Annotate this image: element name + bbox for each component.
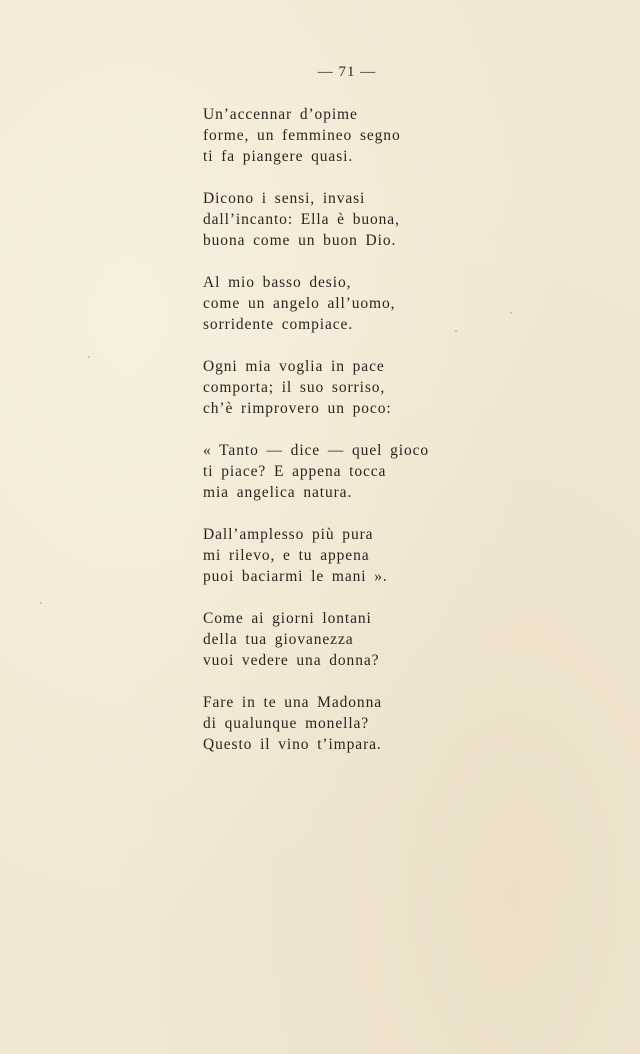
paper-speck (88, 356, 90, 358)
poem-line: Un’accennar d’opime (203, 106, 358, 123)
stanza-8 (203, 692, 623, 755)
paper-speck (40, 602, 42, 604)
page-number: — 71 — (317, 64, 377, 80)
paper-speck (510, 312, 512, 314)
stanza-4 (203, 356, 623, 419)
paper-speck (455, 330, 457, 332)
poem-line: come un angelo all’uomo, (203, 295, 396, 312)
poem-line: Dicono i sensi, invasi (203, 190, 366, 207)
poem-line: ch’è rimprovero un poco: (203, 400, 392, 417)
poem-line: comporta; il suo sorriso, (203, 379, 386, 396)
poem-line: Questo il vino t’impara. (203, 736, 382, 753)
poem-line: buona come un buon Dio. (203, 232, 397, 249)
poem-line: mia angelica natura. (203, 484, 353, 501)
poem-line: forme, un femmineo segno (203, 127, 401, 144)
poem (203, 104, 623, 776)
poem-line: ti fa piangere quasi. (203, 148, 354, 165)
poem-line: Dall’amplesso più pura (203, 526, 374, 543)
poem-line: Come ai giorni lontani (203, 610, 372, 627)
stanza-6 (203, 524, 623, 587)
stanza-3 (203, 272, 623, 335)
poem-line: ti piace? E appena tocca (203, 463, 387, 480)
poem-line: Fare in te una Madonna (203, 694, 383, 711)
poem-line: vuoi vedere una donna? (203, 652, 380, 669)
poem-line: della tua giovanezza (203, 631, 354, 648)
stanza-2 (203, 188, 623, 251)
poem-line: Al mio basso desio, (203, 274, 352, 291)
stanza-1 (203, 104, 623, 167)
stanza-5 (203, 440, 623, 503)
poem-line: « Tanto — dice — quel gioco (203, 442, 430, 459)
poem-line: sorridente compiace. (203, 316, 354, 333)
stanza-7 (203, 608, 623, 671)
poem-line: mi rilevo, e tu appena (203, 547, 370, 564)
poem-line: Ogni mia voglia in pace (203, 358, 385, 375)
poem-line: puoi baciarmi le mani ». (203, 568, 388, 585)
poem-line: dall’incanto: Ella è buona, (203, 211, 400, 228)
poem-line: di qualunque monella? (203, 715, 370, 732)
